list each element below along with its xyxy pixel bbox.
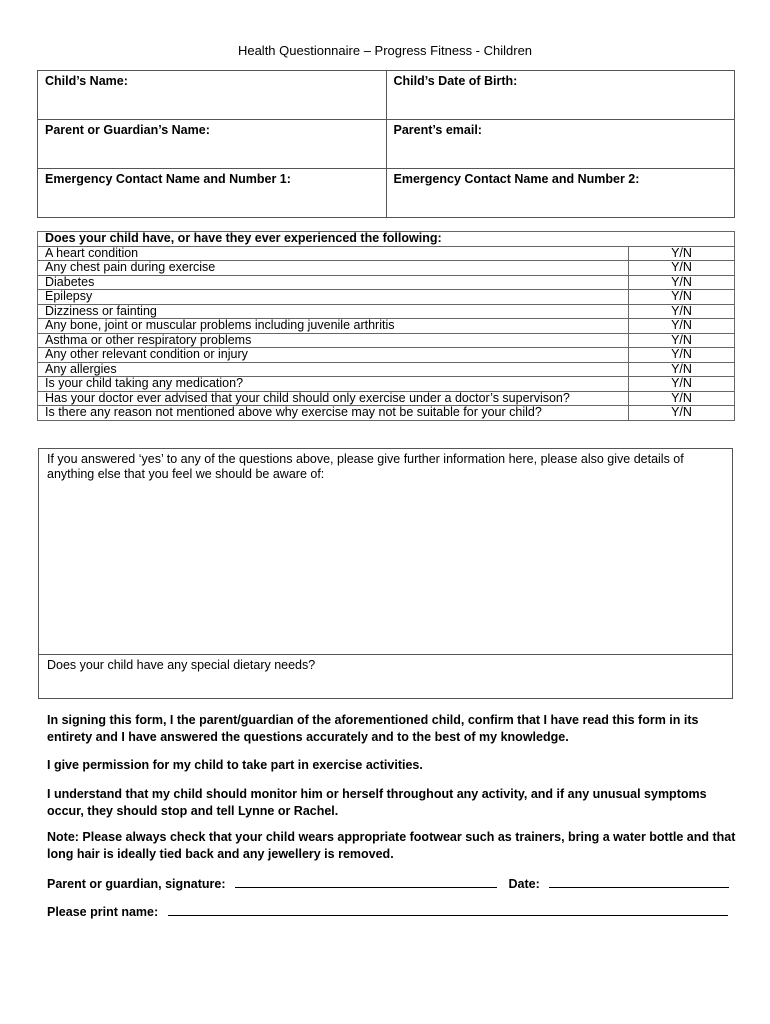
question-row — [38, 348, 735, 363]
yn-answer[interactable]: Y/N — [629, 406, 735, 421]
print-name-row — [47, 903, 728, 919]
further-info-label: If you answered ‘yes’ to any of the questions above, please give further information here, please also give details of anything else that you feel we should be aware of: — [47, 452, 684, 481]
question-label: Any chest pain during exercise — [38, 261, 629, 276]
yn-answer[interactable]: Y/N — [629, 275, 735, 290]
footwear-note: Note: Please always check that your child wears appropriate footwear such as trainers, bring a water bottle and that long hair is ideally tied back and any jewellery is removed. — [47, 830, 736, 861]
question-label: Has your doctor ever advised that your child should only exercise under a doctor’s supervison? — [38, 391, 629, 406]
date-line[interactable] — [549, 875, 729, 888]
yn-answer[interactable]: Y/N — [629, 246, 735, 261]
question-row — [38, 362, 735, 377]
print-name-line[interactable] — [168, 903, 728, 916]
question-row — [38, 406, 735, 421]
yn-answer[interactable]: Y/N — [629, 304, 735, 319]
question-row — [38, 333, 735, 348]
emergency-contact-1-field[interactable]: Emergency Contact Name and Number 1: — [38, 169, 387, 218]
child-dob-field[interactable]: Child’s Date of Birth: — [386, 71, 735, 120]
form-title: Health Questionnaire – Progress Fitness - Children — [237, 43, 533, 58]
child-name-field[interactable]: Child’s Name: — [38, 71, 387, 120]
question-row — [38, 246, 735, 261]
question-row — [38, 304, 735, 319]
permission-statement: I give permission for my child to take part in exercise activities. — [47, 758, 423, 772]
dietary-needs-box[interactable] — [38, 654, 733, 699]
yn-answer[interactable]: Y/N — [629, 391, 735, 406]
yn-answer[interactable]: Y/N — [629, 290, 735, 305]
question-label: Is there any reason not mentioned above why exercise may not be suitable for your child? — [38, 406, 629, 421]
question-label: Asthma or other respiratory problems — [38, 333, 629, 348]
parent-email-field[interactable]: Parent’s email: — [386, 120, 735, 169]
yn-answer[interactable]: Y/N — [629, 261, 735, 276]
question-label: Is your child taking any medication? — [38, 377, 629, 392]
signature-label: Parent or guardian, signature: — [47, 877, 226, 891]
question-row — [38, 319, 735, 334]
print-name-label: Please print name: — [47, 905, 159, 919]
question-row — [38, 261, 735, 276]
yn-answer[interactable]: Y/N — [629, 319, 735, 334]
question-row — [38, 275, 735, 290]
question-label: Diabetes — [38, 275, 629, 290]
questions-heading: Does your child have, or have they ever experienced the following: — [38, 232, 735, 247]
signature-row — [47, 875, 729, 891]
signature-line[interactable] — [235, 875, 497, 888]
date-label: Date: — [508, 877, 540, 891]
question-label: Any allergies — [38, 362, 629, 377]
question-label: A heart condition — [38, 246, 629, 261]
yn-answer[interactable]: Y/N — [629, 377, 735, 392]
contact-info-table — [37, 70, 735, 218]
yn-answer[interactable]: Y/N — [629, 348, 735, 363]
health-questions-table — [37, 231, 735, 421]
question-row — [38, 290, 735, 305]
guardian-name-field[interactable]: Parent or Guardian’s Name: — [38, 120, 387, 169]
question-label: Dizziness or fainting — [38, 304, 629, 319]
further-info-box[interactable] — [38, 448, 733, 655]
monitor-statement: I understand that my child should monitor him or herself throughout any activity, and if any unusual symptoms occur, they should stop and tell Lynne or Rachel. — [47, 787, 707, 818]
yn-answer[interactable]: Y/N — [629, 333, 735, 348]
question-label: Any bone, joint or muscular problems including juvenile arthritis — [38, 319, 629, 334]
emergency-contact-2-field[interactable]: Emergency Contact Name and Number 2: — [386, 169, 735, 218]
question-row — [38, 377, 735, 392]
yn-answer[interactable]: Y/N — [629, 362, 735, 377]
question-label: Epilepsy — [38, 290, 629, 305]
question-row — [38, 391, 735, 406]
confirm-statement: In signing this form, I the parent/guardian of the aforementioned child, confirm that I have read this form in its entirety and I have answered the questions accurately and to the best of my knowledge. — [47, 713, 699, 744]
dietary-needs-label: Does your child have any special dietary needs? — [47, 658, 316, 672]
question-label: Any other relevant condition or injury — [38, 348, 629, 363]
